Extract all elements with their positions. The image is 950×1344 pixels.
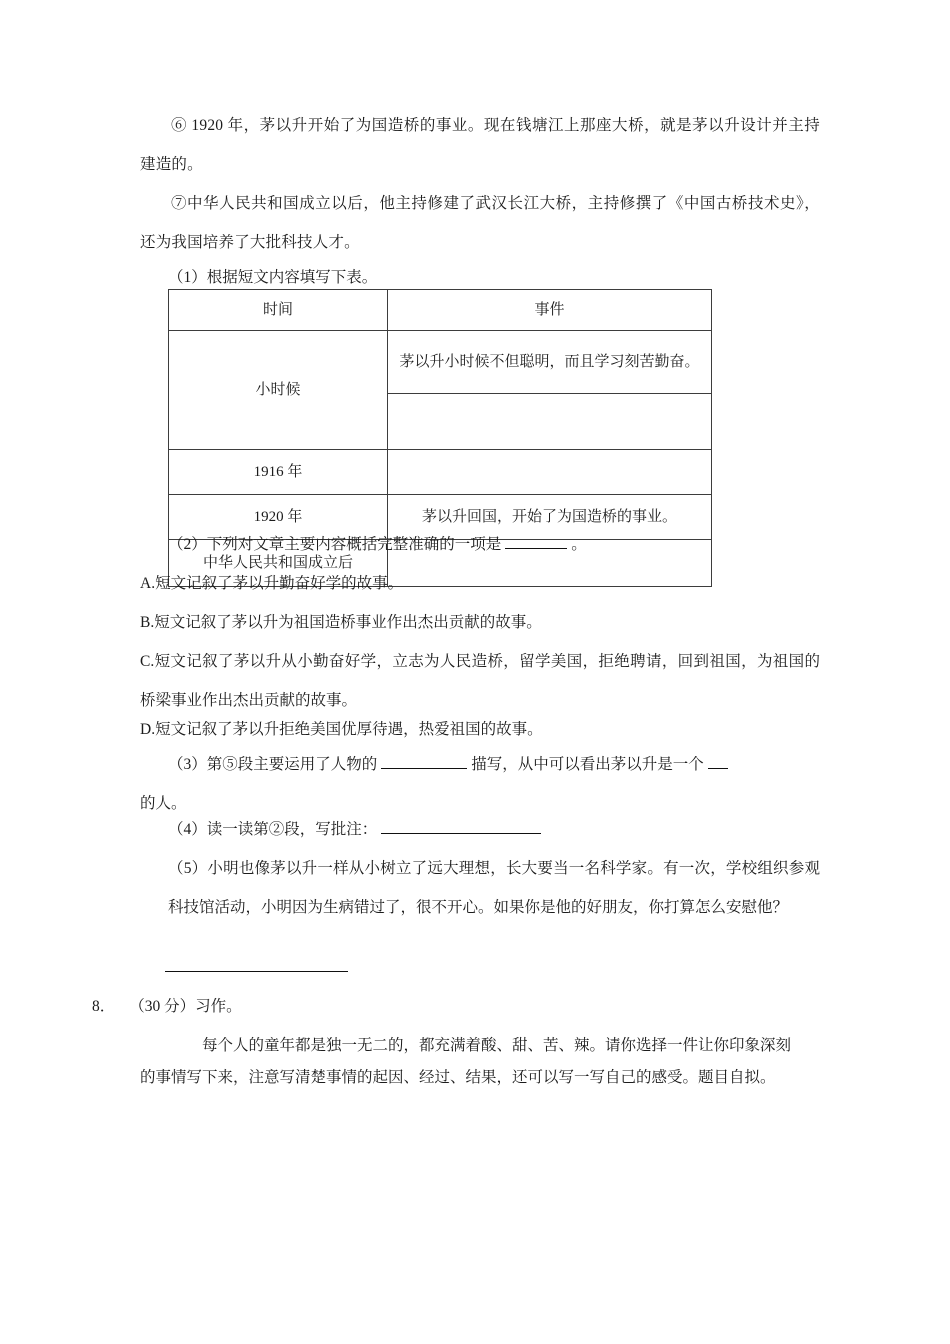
table-cell-time-prc-founded: 中华人民共和国成立后 (169, 540, 388, 587)
paragraph-6 (140, 106, 820, 184)
question-1-prompt: （1）根据短文内容填写下表。 (168, 269, 378, 286)
question-3-blank-1[interactable] (381, 754, 467, 769)
table-header-event: 事件 (388, 290, 712, 331)
item-8-score: （30 分） (129, 998, 196, 1015)
question-2-option-b[interactable]: B.短文记叙了茅以升为祖国造桥事业作出杰出贡献的故事。 (140, 614, 542, 631)
table-row (169, 450, 712, 495)
question-3-segment-1: （3）第⑤段主要运用了人物的 (168, 756, 378, 773)
table-cell-time-1920: 1920 年 (169, 495, 388, 540)
table-header-row (169, 290, 712, 331)
question-2-prompt (168, 525, 587, 564)
table-cell-event-blank-1[interactable] (388, 394, 712, 450)
paragraph-7-text: ⑦中华人民共和国成立以后，他主持修建了武汉长江大桥，主持修撰了《中国古桥技术史》，还为我国培养了大批科技人才。 (140, 195, 820, 251)
question-5-text: （5）小明也像茅以升一样从小树立了远大理想，长大要当一名科学家。有一次，学校组织参观科技馆活动，小明因为生病错过了，很不开心。如果你是他的好朋友，你打算怎么安慰他？ (168, 860, 820, 916)
table-cell-event-childhood[interactable]: 茅以升小时候不但聪明，而且学习刻苦勤奋。 (388, 331, 712, 394)
table-cell-event-blank-2[interactable] (388, 450, 712, 495)
question-3 (168, 745, 820, 784)
question-4-prompt: （4）读一读第②段，写批注： (168, 821, 378, 838)
paragraph-7 (140, 184, 820, 262)
question-2-option-c[interactable]: C.短文记叙了茅以升从小勤奋好学，立志为人民造桥，留学美国，拒绝聘请，回到祖国，为祖国的桥梁事业作出杰出贡献的故事。 (140, 653, 820, 709)
question-2-prompt-period: 。 (571, 536, 587, 553)
item-8-title: 习作。 (195, 998, 242, 1015)
paragraph-6-text: ⑥ 1920 年，茅以升开始了为国造桥的事业。现在钱塘江上那座大桥，就是茅以升设计并主持建造的。 (140, 117, 820, 173)
table-header-time: 时间 (169, 290, 388, 331)
question-2-option-d[interactable]: D.短文记叙了茅以升拒绝美国优厚待遇，热爱祖国的故事。 (140, 721, 543, 738)
table-cell-time-childhood: 小时候 (169, 331, 388, 450)
question-2-prompt-text: （2）下列对文章主要内容概括完整准确的一项是 (168, 536, 502, 553)
question-4 (168, 810, 545, 849)
question-2-answer-blank[interactable] (505, 534, 567, 549)
item-8-body-line-1: 每个人的童年都是独一无二的，都充满着酸、甜、苦、辣。请你选择一件让你印象深刻 (202, 1037, 792, 1054)
question-3-segment-3: 的人。 (140, 795, 187, 812)
question-4-answer-blank[interactable] (381, 819, 541, 834)
item-8-body-line-2: 的事情写下来，注意写清楚事情的起因、经过、结果，还可以写一写自己的感受。题目自拟。 (140, 1069, 776, 1086)
table-cell-time-1916: 1916 年 (169, 450, 388, 495)
item-8-number: 8． (92, 998, 116, 1015)
question-3-blank-2[interactable] (708, 754, 728, 769)
table-cell-event-1920[interactable]: 茅以升回国，开始了为国造桥的事业。 (388, 495, 712, 540)
answer-rule[interactable] (165, 971, 348, 972)
question-2-option-a[interactable]: A.短文记叙了茅以升勤奋好学的故事。 (140, 575, 404, 592)
question-3-segment-2: 描写，从中可以看出茅以升是一个 (471, 756, 704, 773)
table-row (169, 331, 712, 394)
item-8-heading (92, 987, 242, 1026)
